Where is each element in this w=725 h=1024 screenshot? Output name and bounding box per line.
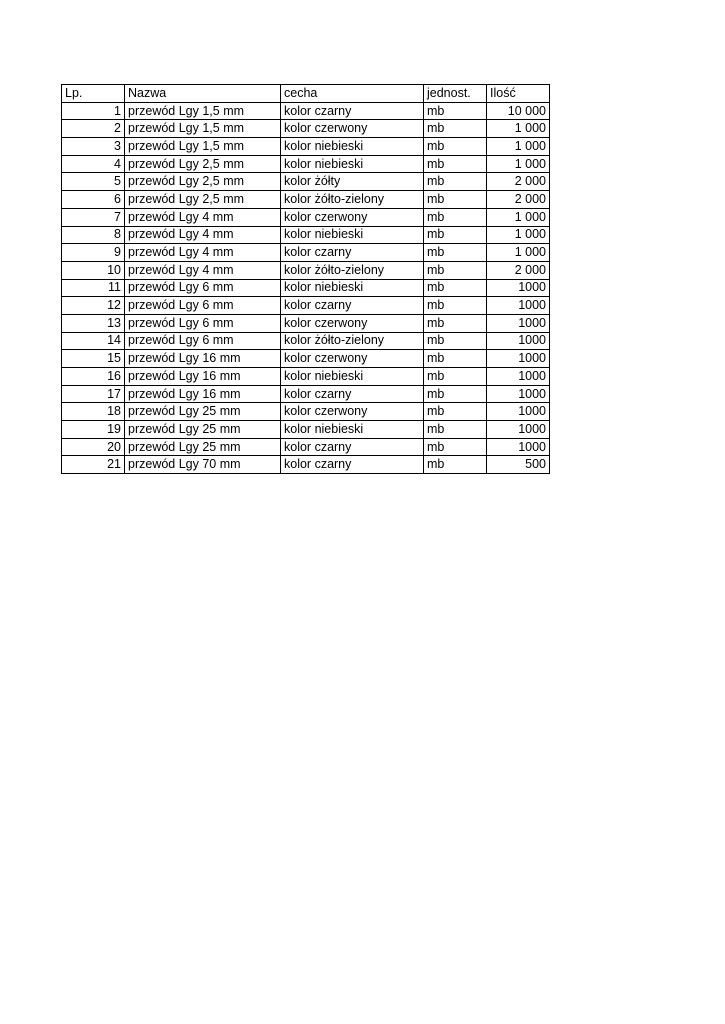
cell-lp: 14 (62, 332, 125, 350)
cell-jednost: mb (424, 368, 487, 386)
cell-nazwa: przewód Lgy 25 mm (125, 403, 281, 421)
cell-ilosc: 500 (487, 456, 550, 474)
cell-nazwa: przewód Lgy 4 mm (125, 244, 281, 262)
cell-nazwa: przewód Lgy 6 mm (125, 297, 281, 315)
cell-nazwa: przewód Lgy 6 mm (125, 279, 281, 297)
cell-jednost: mb (424, 138, 487, 156)
table-row (62, 173, 550, 191)
cell-ilosc: 10 000 (487, 102, 550, 120)
cell-jednost: mb (424, 332, 487, 350)
cell-jednost: mb (424, 403, 487, 421)
cell-ilosc: 1 000 (487, 138, 550, 156)
cell-nazwa: przewód Lgy 4 mm (125, 226, 281, 244)
cell-nazwa: przewód Lgy 16 mm (125, 368, 281, 386)
cell-nazwa: przewód Lgy 25 mm (125, 438, 281, 456)
table-row (62, 226, 550, 244)
header-ilosc: Ilość (487, 85, 550, 103)
cell-jednost: mb (424, 191, 487, 209)
table-body (62, 102, 550, 473)
table-row (62, 332, 550, 350)
cell-ilosc: 1000 (487, 279, 550, 297)
cell-ilosc: 1000 (487, 368, 550, 386)
table-row (62, 138, 550, 156)
table-row (62, 208, 550, 226)
table-row (62, 385, 550, 403)
header-jednost: jednost. (424, 85, 487, 103)
table-row (62, 403, 550, 421)
cell-jednost: mb (424, 102, 487, 120)
cell-nazwa: przewód Lgy 1,5 mm (125, 102, 281, 120)
cell-cecha: kolor czarny (281, 102, 424, 120)
cell-cecha: kolor czerwony (281, 350, 424, 368)
cell-nazwa: przewód Lgy 70 mm (125, 456, 281, 474)
cell-ilosc: 1000 (487, 332, 550, 350)
cable-list-table (61, 84, 550, 474)
cell-cecha: kolor czerwony (281, 403, 424, 421)
cell-lp: 6 (62, 191, 125, 209)
cell-ilosc: 1000 (487, 421, 550, 439)
cell-cecha: kolor czarny (281, 456, 424, 474)
cell-ilosc: 2 000 (487, 191, 550, 209)
header-lp: Lp. (62, 85, 125, 103)
cell-cecha: kolor niebieski (281, 138, 424, 156)
cell-lp: 4 (62, 155, 125, 173)
cell-jednost: mb (424, 279, 487, 297)
table-row (62, 421, 550, 439)
cell-ilosc: 2 000 (487, 173, 550, 191)
cell-cecha: kolor żółto-zielony (281, 332, 424, 350)
cell-nazwa: przewód Lgy 16 mm (125, 350, 281, 368)
header-cecha: cecha (281, 85, 424, 103)
table-header (62, 85, 550, 103)
cell-jednost: mb (424, 226, 487, 244)
cell-lp: 21 (62, 456, 125, 474)
cell-nazwa: przewód Lgy 6 mm (125, 314, 281, 332)
cell-nazwa: przewód Lgy 1,5 mm (125, 138, 281, 156)
cell-cecha: kolor czarny (281, 385, 424, 403)
cell-cecha: kolor czerwony (281, 208, 424, 226)
cell-ilosc: 1 000 (487, 120, 550, 138)
cell-jednost: mb (424, 421, 487, 439)
table-row (62, 155, 550, 173)
table-row (62, 350, 550, 368)
cell-jednost: mb (424, 438, 487, 456)
cell-lp: 19 (62, 421, 125, 439)
table-row (62, 191, 550, 209)
cell-nazwa: przewód Lgy 4 mm (125, 261, 281, 279)
cell-nazwa: przewód Lgy 2,5 mm (125, 173, 281, 191)
cell-ilosc: 1000 (487, 438, 550, 456)
table-row (62, 279, 550, 297)
cell-cecha: kolor czerwony (281, 120, 424, 138)
table-row (62, 438, 550, 456)
cell-ilosc: 1000 (487, 403, 550, 421)
table-row (62, 297, 550, 315)
cell-cecha: kolor niebieski (281, 226, 424, 244)
cell-lp: 1 (62, 102, 125, 120)
cell-cecha: kolor żółto-zielony (281, 261, 424, 279)
cell-jednost: mb (424, 456, 487, 474)
cell-nazwa: przewód Lgy 1,5 mm (125, 120, 281, 138)
cell-nazwa: przewód Lgy 25 mm (125, 421, 281, 439)
header-row (62, 85, 550, 103)
header-nazwa: Nazwa (125, 85, 281, 103)
cell-ilosc: 1000 (487, 297, 550, 315)
cell-lp: 3 (62, 138, 125, 156)
table-row (62, 261, 550, 279)
cell-cecha: kolor żółty (281, 173, 424, 191)
cell-ilosc: 1000 (487, 350, 550, 368)
cell-ilosc: 1 000 (487, 155, 550, 173)
table-row (62, 456, 550, 474)
table-row (62, 314, 550, 332)
cell-ilosc: 1000 (487, 385, 550, 403)
cell-cecha: kolor żółto-zielony (281, 191, 424, 209)
cell-cecha: kolor niebieski (281, 421, 424, 439)
cell-lp: 20 (62, 438, 125, 456)
cell-lp: 8 (62, 226, 125, 244)
cell-cecha: kolor niebieski (281, 155, 424, 173)
table-row (62, 120, 550, 138)
cell-cecha: kolor czarny (281, 297, 424, 315)
table-row (62, 368, 550, 386)
cell-jednost: mb (424, 297, 487, 315)
cell-lp: 18 (62, 403, 125, 421)
cell-nazwa: przewód Lgy 2,5 mm (125, 191, 281, 209)
cell-cecha: kolor niebieski (281, 279, 424, 297)
cell-lp: 15 (62, 350, 125, 368)
cell-lp: 2 (62, 120, 125, 138)
cell-lp: 17 (62, 385, 125, 403)
spreadsheet-page (61, 84, 550, 474)
cell-nazwa: przewód Lgy 6 mm (125, 332, 281, 350)
cell-ilosc: 1 000 (487, 208, 550, 226)
cell-jednost: mb (424, 120, 487, 138)
table-row (62, 102, 550, 120)
cell-ilosc: 1 000 (487, 226, 550, 244)
cell-ilosc: 1 000 (487, 244, 550, 262)
cell-jednost: mb (424, 155, 487, 173)
cell-jednost: mb (424, 244, 487, 262)
cell-lp: 7 (62, 208, 125, 226)
cell-lp: 16 (62, 368, 125, 386)
cell-lp: 11 (62, 279, 125, 297)
cell-jednost: mb (424, 261, 487, 279)
table-row (62, 244, 550, 262)
cell-lp: 9 (62, 244, 125, 262)
cell-ilosc: 2 000 (487, 261, 550, 279)
cell-cecha: kolor niebieski (281, 368, 424, 386)
cell-jednost: mb (424, 314, 487, 332)
cell-nazwa: przewód Lgy 16 mm (125, 385, 281, 403)
cell-cecha: kolor czarny (281, 438, 424, 456)
cell-nazwa: przewód Lgy 2,5 mm (125, 155, 281, 173)
cell-jednost: mb (424, 173, 487, 191)
cell-cecha: kolor czerwony (281, 314, 424, 332)
cell-jednost: mb (424, 385, 487, 403)
cell-jednost: mb (424, 350, 487, 368)
cell-lp: 10 (62, 261, 125, 279)
cell-lp: 5 (62, 173, 125, 191)
cell-nazwa: przewód Lgy 4 mm (125, 208, 281, 226)
cell-cecha: kolor czarny (281, 244, 424, 262)
cell-ilosc: 1000 (487, 314, 550, 332)
cell-jednost: mb (424, 208, 487, 226)
cell-lp: 12 (62, 297, 125, 315)
cell-lp: 13 (62, 314, 125, 332)
